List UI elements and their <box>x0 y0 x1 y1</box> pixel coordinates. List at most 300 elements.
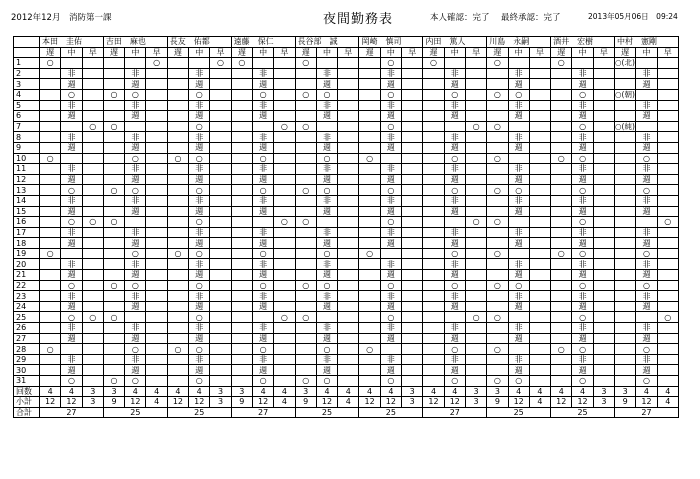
duty-mark: ○ <box>252 280 273 291</box>
shift-cell <box>465 227 486 238</box>
shift-cell <box>657 174 678 185</box>
duty-mark: ○ <box>295 185 316 196</box>
shift-cell <box>529 195 550 206</box>
shift-cell <box>338 301 359 312</box>
shift-cell <box>423 100 444 111</box>
shift-cell <box>423 280 444 291</box>
shift-cell <box>82 100 103 111</box>
subtotal-value: 3 <box>465 397 486 408</box>
shift-cell <box>529 142 550 153</box>
duty-mark: ○ <box>444 89 465 100</box>
duty-mark: ○ <box>316 89 337 100</box>
duty-mark: ○ <box>487 121 508 132</box>
weekly-off-mark: 週 <box>316 270 337 281</box>
off-duty-mark: 非 <box>508 164 529 175</box>
shift-cell <box>593 111 614 122</box>
shift-cell <box>465 323 486 334</box>
shift-cell <box>295 291 316 302</box>
shift-cell <box>146 111 167 122</box>
shift-cell <box>231 365 252 376</box>
shift-cell <box>61 344 82 355</box>
count-value: 4 <box>529 386 550 397</box>
off-duty-mark: 非 <box>572 68 593 79</box>
shift-cell <box>423 132 444 143</box>
shift-cell <box>657 185 678 196</box>
shift-cell <box>210 227 231 238</box>
shift-cell <box>615 174 636 185</box>
shift-cell <box>657 323 678 334</box>
weekly-off-mark: 週 <box>61 79 82 90</box>
shift-cell <box>551 259 572 270</box>
shift-cell <box>103 365 124 376</box>
shift-cell <box>231 121 252 132</box>
duty-mark: ○ <box>380 89 401 100</box>
duty-mark: ○ <box>359 153 380 164</box>
shift-cell <box>167 312 188 323</box>
shift-cell <box>338 79 359 90</box>
shift-cell <box>615 132 636 143</box>
off-duty-mark: 非 <box>636 354 657 365</box>
shift-header: 中 <box>572 47 593 58</box>
duty-mark: ○ <box>636 153 657 164</box>
shift-cell <box>231 280 252 291</box>
shift-cell <box>359 89 380 100</box>
weekly-off-mark: 週 <box>380 79 401 90</box>
shift-cell <box>338 89 359 100</box>
duty-mark: ○ <box>380 280 401 291</box>
shift-cell <box>274 365 295 376</box>
shift-cell <box>274 238 295 249</box>
shift-cell <box>465 365 486 376</box>
weekly-off-mark: 週 <box>508 206 529 217</box>
duty-mark: ○ <box>189 376 210 387</box>
shift-cell <box>274 376 295 387</box>
duty-mark: ○(純) <box>615 122 635 132</box>
shift-cell <box>423 312 444 323</box>
shift-cell <box>40 142 61 153</box>
shift-cell <box>465 248 486 259</box>
weekly-off-mark: 週 <box>252 238 273 249</box>
day-number: 20 <box>14 259 40 270</box>
duty-mark: ○ <box>316 376 337 387</box>
off-duty-mark: 非 <box>125 100 146 111</box>
total-value: 27 <box>423 407 487 418</box>
count-value: 4 <box>252 386 273 397</box>
duty-mark: ○ <box>295 58 316 69</box>
subtotal-value: 12 <box>61 397 82 408</box>
duty-mark: ○ <box>380 121 401 132</box>
weekly-off-mark: 週 <box>508 238 529 249</box>
shift-cell <box>636 121 657 132</box>
shift-cell <box>359 217 380 228</box>
shift-cell <box>146 312 167 323</box>
shift-cell <box>529 227 550 238</box>
shift-cell <box>146 280 167 291</box>
shift-cell <box>295 195 316 206</box>
shift-cell <box>593 142 614 153</box>
staff-name: 内田 篤人 <box>423 37 487 48</box>
shift-cell <box>551 217 572 228</box>
off-duty-mark: 非 <box>252 164 273 175</box>
shift-cell <box>423 142 444 153</box>
day-number: 5 <box>14 100 40 111</box>
shift-cell <box>615 195 636 206</box>
shift-cell <box>402 248 423 259</box>
shift-cell <box>167 142 188 153</box>
shift-cell <box>593 164 614 175</box>
staff-name: 岡崎 慎司 <box>359 37 423 48</box>
shift-cell <box>615 79 636 90</box>
shift-cell <box>274 100 295 111</box>
table-row <box>14 132 679 143</box>
duty-mark: ○ <box>40 248 61 259</box>
shift-cell <box>359 238 380 249</box>
shift-cell <box>295 248 316 259</box>
shift-cell <box>487 323 508 334</box>
off-duty-mark: 非 <box>252 354 273 365</box>
shift-cell <box>167 280 188 291</box>
shift-cell <box>615 365 636 376</box>
shift-cell <box>465 111 486 122</box>
off-duty-mark: 非 <box>252 100 273 111</box>
shift-cell <box>529 259 550 270</box>
shift-cell <box>167 217 188 228</box>
staff-name: 長谷部 誠 <box>295 37 359 48</box>
shift-cell <box>82 174 103 185</box>
off-duty-mark: 非 <box>636 164 657 175</box>
shift-cell <box>231 323 252 334</box>
shift-cell <box>465 354 486 365</box>
shift-cell <box>402 142 423 153</box>
duty-mark: ○ <box>189 153 210 164</box>
staff-name: 遠藤 保仁 <box>231 37 295 48</box>
shift-cell <box>338 323 359 334</box>
shift-cell <box>593 301 614 312</box>
shift-cell <box>593 217 614 228</box>
shift-cell <box>274 344 295 355</box>
day-number: 31 <box>14 376 40 387</box>
shift-cell <box>40 100 61 111</box>
subtotal-value: 9 <box>231 397 252 408</box>
shift-cell <box>210 121 231 132</box>
shift-cell <box>146 270 167 281</box>
duty-mark: ○ <box>657 217 678 228</box>
duty-mark: ○ <box>508 376 529 387</box>
count-value: 4 <box>508 386 529 397</box>
shift-cell <box>593 248 614 259</box>
shift-cell <box>551 89 572 100</box>
shift-cell <box>274 270 295 281</box>
weekly-off-mark: 週 <box>572 79 593 90</box>
duty-mark: ○ <box>189 248 210 259</box>
shift-cell <box>146 217 167 228</box>
shift-cell <box>210 89 231 100</box>
weekly-off-mark: 週 <box>189 333 210 344</box>
weekly-off-mark: 週 <box>508 301 529 312</box>
duty-mark: ○ <box>508 185 529 196</box>
shift-cell <box>231 142 252 153</box>
shift-cell <box>359 185 380 196</box>
duty-mark: ○ <box>316 248 337 259</box>
weekly-off-mark: 週 <box>444 270 465 281</box>
shift-cell <box>657 142 678 153</box>
weekly-off-mark: 週 <box>125 301 146 312</box>
day-number: 23 <box>14 291 40 302</box>
shift-cell <box>529 333 550 344</box>
shift-cell <box>167 291 188 302</box>
shift-cell <box>593 227 614 238</box>
shift-cell <box>146 121 167 132</box>
shift-cell <box>402 174 423 185</box>
duty-mark: ○ <box>295 280 316 291</box>
shift-cell <box>465 238 486 249</box>
staff-name: 本田 圭佑 <box>40 37 104 48</box>
shift-cell <box>274 301 295 312</box>
shift-cell <box>423 333 444 344</box>
shift-cell <box>274 89 295 100</box>
weekly-off-mark: 週 <box>508 365 529 376</box>
shift-cell <box>40 89 61 100</box>
total-value: 25 <box>295 407 359 418</box>
shift-cell <box>359 376 380 387</box>
shift-cell <box>295 174 316 185</box>
shift-header: 遅 <box>40 47 61 58</box>
off-duty-mark: 非 <box>316 132 337 143</box>
shift-cell <box>529 185 550 196</box>
shift-cell <box>359 333 380 344</box>
weekly-off-mark: 週 <box>252 206 273 217</box>
shift-cell <box>423 164 444 175</box>
duty-mark: ○ <box>125 185 146 196</box>
shift-cell <box>551 79 572 90</box>
shift-cell <box>359 174 380 185</box>
off-duty-mark: 非 <box>508 195 529 206</box>
duty-mark: ○ <box>572 312 593 323</box>
off-duty-mark: 非 <box>61 259 82 270</box>
shift-cell <box>210 333 231 344</box>
weekly-off-mark: 週 <box>444 79 465 90</box>
shift-cell <box>210 312 231 323</box>
shift-cell <box>316 217 337 228</box>
duty-mark: ○ <box>189 217 210 228</box>
shift-cell <box>167 195 188 206</box>
subtotal-value: 4 <box>338 397 359 408</box>
shift-cell <box>40 79 61 90</box>
shift-header: 中 <box>252 47 273 58</box>
shift-cell <box>146 185 167 196</box>
subtotal-value: 4 <box>146 397 167 408</box>
shift-cell <box>359 365 380 376</box>
shift-cell <box>167 185 188 196</box>
weekly-off-mark: 週 <box>61 206 82 217</box>
weekly-off-mark: 週 <box>508 142 529 153</box>
shift-cell <box>103 174 124 185</box>
duty-mark: ○ <box>316 185 337 196</box>
staff-name: 長友 佑都 <box>167 37 231 48</box>
shift-cell <box>465 376 486 387</box>
day-number: 29 <box>14 354 40 365</box>
shift-cell <box>338 164 359 175</box>
shift-header-row <box>14 47 679 58</box>
duty-mark: ○ <box>125 344 146 355</box>
day-number: 13 <box>14 185 40 196</box>
shift-cell <box>231 270 252 281</box>
shift-cell <box>146 142 167 153</box>
night-duty-roster-table <box>13 36 679 418</box>
shift-cell <box>103 354 124 365</box>
shift-cell <box>61 121 82 132</box>
shift-cell <box>231 195 252 206</box>
off-duty-mark: 非 <box>572 100 593 111</box>
shift-cell <box>146 365 167 376</box>
shift-cell <box>103 153 124 164</box>
duty-mark: ○ <box>423 58 444 69</box>
shift-cell <box>82 68 103 79</box>
off-duty-mark: 非 <box>572 164 593 175</box>
shift-cell <box>487 195 508 206</box>
shift-cell <box>103 301 124 312</box>
shift-cell <box>402 238 423 249</box>
shift-cell <box>402 280 423 291</box>
day-number: 9 <box>14 142 40 153</box>
weekly-off-mark: 週 <box>636 333 657 344</box>
weekly-off-mark: 週 <box>316 111 337 122</box>
shift-cell <box>529 248 550 259</box>
shift-cell <box>615 68 636 79</box>
shift-cell <box>593 259 614 270</box>
shift-cell <box>295 270 316 281</box>
shift-cell <box>82 376 103 387</box>
shift-cell <box>295 323 316 334</box>
weekly-off-mark: 週 <box>572 238 593 249</box>
shift-cell <box>529 376 550 387</box>
off-duty-mark: 非 <box>380 354 401 365</box>
shift-cell <box>487 238 508 249</box>
table-row <box>14 217 679 228</box>
shift-cell <box>210 259 231 270</box>
shift-cell <box>146 227 167 238</box>
shift-cell <box>295 344 316 355</box>
table-row <box>14 164 679 175</box>
shift-header: 遅 <box>359 47 380 58</box>
shift-cell <box>593 89 614 100</box>
shift-header: 中 <box>380 47 401 58</box>
weekly-off-mark: 週 <box>125 238 146 249</box>
duty-mark: ○ <box>572 248 593 259</box>
shift-cell <box>338 217 359 228</box>
shift-cell <box>615 376 636 387</box>
shift-cell <box>487 365 508 376</box>
shift-cell <box>274 354 295 365</box>
shift-cell <box>252 58 273 69</box>
shift-header: 中 <box>636 47 657 58</box>
subtotal-value: 12 <box>40 397 61 408</box>
duty-mark: ○ <box>125 248 146 259</box>
off-duty-mark: 非 <box>380 100 401 111</box>
shift-cell <box>423 248 444 259</box>
weekly-off-mark: 週 <box>380 301 401 312</box>
shift-cell <box>444 121 465 132</box>
shift-cell <box>529 121 550 132</box>
shift-header: 中 <box>189 47 210 58</box>
shift-cell <box>402 270 423 281</box>
count-value: 3 <box>295 386 316 397</box>
shift-cell <box>657 227 678 238</box>
total-label: 合計 <box>14 407 40 418</box>
subtotal-value: 12 <box>316 397 337 408</box>
shift-cell <box>551 301 572 312</box>
duty-mark: ○ <box>252 344 273 355</box>
duty-mark: ○ <box>103 376 124 387</box>
shift-cell <box>274 174 295 185</box>
shift-header: 中 <box>316 47 337 58</box>
shift-cell <box>82 132 103 143</box>
count-value: 4 <box>316 386 337 397</box>
shift-cell <box>423 376 444 387</box>
subtotal-value: 12 <box>167 397 188 408</box>
shift-cell <box>146 238 167 249</box>
shift-cell <box>338 121 359 132</box>
shift-header: 遅 <box>167 47 188 58</box>
shift-cell <box>338 280 359 291</box>
shift-cell <box>103 227 124 238</box>
duty-mark: ○ <box>252 153 273 164</box>
duty-mark: ○ <box>103 217 124 228</box>
shift-cell <box>146 376 167 387</box>
duty-mark: ○ <box>636 185 657 196</box>
duty-mark: ○ <box>487 217 508 228</box>
shift-cell <box>402 79 423 90</box>
off-duty-mark: 非 <box>125 195 146 206</box>
shift-cell <box>40 227 61 238</box>
duty-mark: ○ <box>487 312 508 323</box>
staff-name-row <box>14 37 679 48</box>
shift-cell <box>82 89 103 100</box>
weekly-off-mark: 週 <box>444 301 465 312</box>
shift-cell <box>210 111 231 122</box>
shift-cell <box>423 259 444 270</box>
shift-cell <box>359 270 380 281</box>
shift-cell <box>210 365 231 376</box>
off-duty-mark: 非 <box>572 132 593 143</box>
shift-cell <box>465 79 486 90</box>
table-row <box>14 206 679 217</box>
weekly-off-mark: 週 <box>508 79 529 90</box>
shift-cell <box>210 153 231 164</box>
shift-cell <box>657 89 678 100</box>
shift-cell <box>146 79 167 90</box>
duty-mark: ○ <box>252 376 273 387</box>
duty-mark: ○ <box>167 344 188 355</box>
shift-cell <box>231 68 252 79</box>
weekly-off-mark: 週 <box>444 174 465 185</box>
duty-mark: ○ <box>274 217 295 228</box>
shift-cell <box>380 153 401 164</box>
off-duty-mark: 非 <box>380 68 401 79</box>
shift-cell <box>359 323 380 334</box>
shift-cell <box>508 121 529 132</box>
weekly-off-mark: 週 <box>61 301 82 312</box>
duty-mark: ○ <box>103 121 124 132</box>
shift-cell <box>615 248 636 259</box>
shift-cell <box>231 89 252 100</box>
subtotal-value: 9 <box>295 397 316 408</box>
shift-cell <box>465 153 486 164</box>
shift-cell <box>402 227 423 238</box>
shift-cell <box>657 248 678 259</box>
shift-cell <box>274 153 295 164</box>
shift-cell <box>82 164 103 175</box>
